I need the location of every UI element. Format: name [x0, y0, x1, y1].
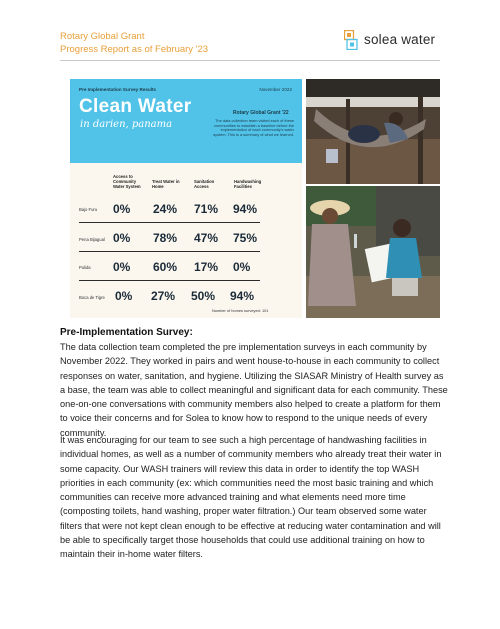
- row-label-boca-de-tigre: Boca de Tigre: [79, 295, 105, 300]
- value-cell: 0%: [113, 260, 131, 274]
- photo-surveyors-interview: [306, 186, 440, 318]
- value-cell: 17%: [194, 260, 219, 274]
- row-divider: [79, 222, 260, 223]
- column-header-sanitation: Sanitation Access: [194, 179, 215, 189]
- grant-description: The data collection team visited each of these communities to establish a baseline before the implementation of each community's water system. This is a summary of what we learned.: [213, 118, 294, 138]
- report-date: Progress Report as of February '23: [60, 44, 209, 55]
- row-label-pulida: Pulida: [79, 265, 91, 270]
- value-cell: 75%: [233, 231, 258, 245]
- row-divider: [79, 251, 260, 252]
- banner-label-right: November 2022: [259, 87, 292, 92]
- value-cell: 0%: [113, 202, 131, 216]
- value-cell: 71%: [194, 202, 219, 216]
- header-divider: [60, 60, 440, 61]
- column-header-treat: Treat Water in Home: [152, 179, 180, 189]
- paragraph-findings: It was encouraging for our team to see such a high percentage of handwashing facilities in individual homes, as well as a number of community members who already treat their water in some capacity. Our WASH trainers will review this data in order to identify the top WASH priorities in each community (ex: which communities need the most basic training and which communities can receive more advanced training and what elements need more time (composting toilets, hand washing, proper water filtration.) Our team observed some water filters that were not kept clean enough to be effective at reducing water contamination and will be able to specifically target those households that could use additional training on how to maintain their in-home water filters.: [60, 435, 442, 560]
- value-cell: 78%: [153, 231, 178, 245]
- report-header: [60, 30, 208, 56]
- infographic-subtitle: in darien, panama: [80, 119, 173, 130]
- value-cell: 50%: [191, 289, 216, 303]
- logo-text: solea water: [364, 32, 436, 47]
- value-cell: 27%: [151, 289, 176, 303]
- banner-label-left: Pre Implementation Survey Results: [79, 87, 157, 92]
- column-header-access: Access to Community Water System: [113, 174, 141, 189]
- section-title: Pre-Implementation Survey:: [60, 327, 193, 338]
- value-cell: 0%: [233, 260, 251, 274]
- value-cell: 0%: [115, 289, 133, 303]
- value-cell: 94%: [230, 289, 255, 303]
- value-cell: 60%: [153, 260, 178, 274]
- value-cell: 94%: [233, 202, 258, 216]
- infographic-title: Clean Water: [79, 96, 192, 117]
- homes-surveyed-note: Number of homes surveyed: 101: [212, 308, 269, 313]
- grant-title: Rotary Global Grant '22: [233, 110, 289, 116]
- row-label-bajo-furu: Bajo Furu: [79, 207, 98, 212]
- value-cell: 47%: [194, 231, 219, 245]
- solea-water-logo: [344, 30, 454, 54]
- row-divider: [79, 280, 260, 281]
- value-cell: 24%: [153, 202, 178, 216]
- grant-name: Rotary Global Grant: [60, 31, 145, 42]
- photo-villager-in-hammock: [306, 79, 440, 184]
- survey-results-infographic: [70, 79, 302, 318]
- column-header-handwashing: Handwashing Facilities: [234, 179, 262, 189]
- paragraph-survey-method: The data collection team completed the pre implementation surveys in each community by November 2022. They worked in pairs and went house-to-house in each community to collect responses on water, sanitation, and hygiene. Utilizing the SIASAR Ministry of Health survey as a base, the team was able to collect meaningful and significant data for each community. These one-on-one conversations with community members also helped to create a platform for them to voice their concerns and for Solea to know how to respond to the unique needs of every community.: [60, 342, 448, 438]
- value-cell: 0%: [113, 231, 131, 245]
- solea-water-logo-icon: [344, 30, 358, 50]
- infographic-banner: [70, 79, 302, 163]
- row-label-pena-bijagual: Pena Bijagual: [79, 237, 105, 242]
